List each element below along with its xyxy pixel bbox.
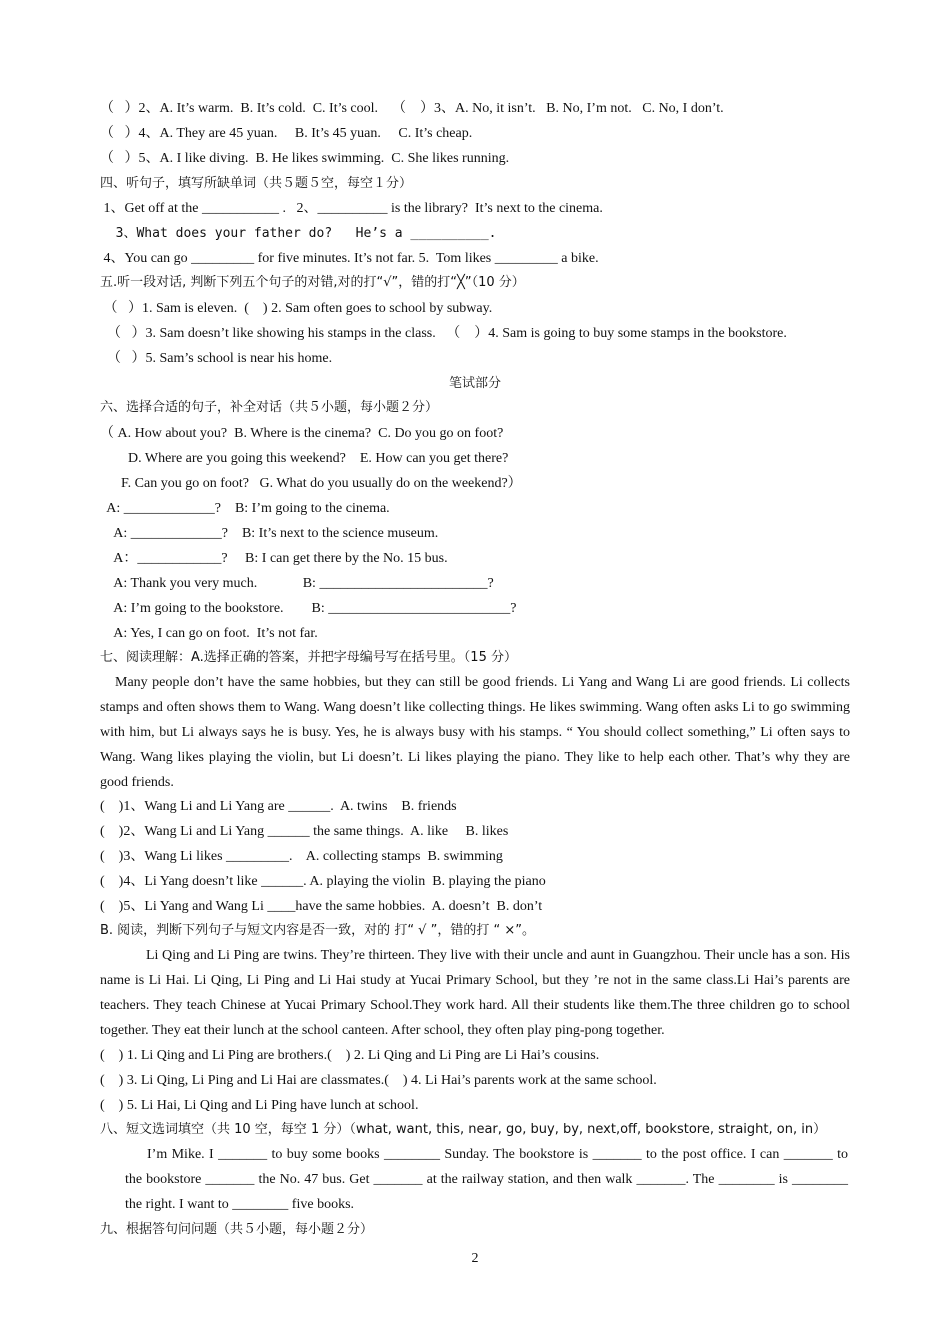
reading-a-q5: ( )5、Li Yang and Wang Li ____have the same hobbies. A. doesn’t B. don’t	[100, 899, 543, 914]
section4-line3: 4、You can go _________ for five minutes. It’s not far. 5. Tom likes _________ a bike.	[100, 251, 599, 266]
dialogue-line-3: A：____________? B: I can get there by the No. 15 bus.	[100, 551, 448, 566]
section8-heading: 八、短文选词填空（共 10 空，每空 1 分）（what, want, this, near, go, buy, by, next,off, bookstore, straight, on, in）	[100, 1122, 827, 1137]
page-number: 2	[471, 1251, 479, 1266]
dialogue-line-4: A: Thank you very much. B: ________________________?	[100, 576, 494, 591]
listening-q2-q3: （ ）2、A. It’s warm. B. It’s cold. C. It’s cool. （ ）3、A. No, it isn’t. B. No, I’m not. C. No, I don’t.	[100, 101, 724, 116]
reading-passage-b: Li Qing and Li Ping are twins. They’re thirteen. They live with their uncle and aunt in Guangzhou. Their uncle has a son. His name is Li Hai. Li Qing, Li Ping and Li Hai study at Yucai Primary School, but they ’re not in the same class.Li Hai’s parents are teachers. They teach Chinese at Yucai Primary School.They work hard. All their students like them.The three children go to school together. They eat their lunch at the school canteen. After school, they often play ping-pong together.	[100, 948, 850, 1038]
reading-b-q5: ( ) 5. Li Hai, Li Qing and Li Ping have lunch at school.	[100, 1098, 419, 1113]
listening-q5: （ ）5、A. I like diving. B. He likes swimming. C. She likes running.	[100, 151, 510, 166]
word-fill-passage: I’m Mike. I _______ to buy some books ________ Sunday. The bookstore is _______ to the post office. I can _______ to the bookstore _______ the No. 47 bus. Get _______ at the railway station, and then walk _______. The ________ is ________ the right. I want to ________ five books.	[125, 1147, 848, 1212]
section7-heading: 七、阅读理解：A.选择正确的答案，并把字母编号写在括号里。（15 分）	[100, 650, 517, 665]
reading-b-q3-q4: ( ) 3. Li Qing, Li Ping and Li Hai are classmates.( ) 4. Li Hai’s parents work at the same school.	[100, 1073, 657, 1088]
reading-passage-a: Many people don’t have the same hobbies, but they can still be good friends. Li Yang and Wang Li are good friends. Li collects stamps and often shows them to Wang. Wang doesn’t like collecting things. He likes swimming. Wang often asks Li to go swimming with him, but Li always says he is busy. Yes, he is always busy with his stamps. “ You should collect something,” Li often says to Wang. Wang likes playing the violin, but Li doesn’t. Li likes playing the piano. They like to help each other. That’s why they are good friends.	[100, 675, 850, 790]
dialogue-line-5: A: I’m going to the bookstore. B: __________________________?	[100, 601, 517, 616]
section6-heading: 六、选择合适的句子，补全对话（共５小题，每小题２分）	[100, 400, 439, 415]
reading-a-q4: ( )4、Li Yang doesn’t like ______. A. playing the violin B. playing the piano	[100, 874, 546, 889]
written-part-title: 笔试部分	[448, 376, 501, 391]
section6-options-2: D. Where are you going this weekend? E. How can you get there?	[100, 451, 509, 466]
section4-line1: 1、Get off at the ___________ . 2、__________ is the library? It’s next to the cinema.	[100, 201, 603, 216]
dialogue-line-1: A: _____________? B: I’m going to the cinema.	[100, 501, 390, 516]
reading-a-q3: ( )3、Wang Li likes _________. A. collecting stamps B. swimming	[100, 849, 503, 864]
section4-heading: 四、听句子，填写所缺单词（共５题５空，每空１分）	[100, 176, 413, 191]
dialogue-line-6: A: Yes, I can go on foot. It’s not far.	[100, 626, 318, 641]
reading-b-q1-q2: ( ) 1. Li Qing and Li Ping are brothers.( ) 2. Li Qing and Li Ping are Li Hai’s cousins.	[100, 1048, 600, 1063]
section6-options-1: （ A. How about you? B. Where is the cinema? C. Do you go on foot?	[100, 426, 504, 441]
reading-a-q1: ( )1、Wang Li and Li Yang are ______. A. twins B. friends	[100, 799, 457, 814]
section6-options-3: F. Can you go on foot? G. What do you usually do on the weekend?）	[100, 476, 522, 491]
section9-heading: 九、根据答句问问题（共５小题，每小题２分）	[100, 1222, 374, 1237]
dialogue-line-2: A: _____________? B: It’s next to the science museum.	[100, 526, 439, 541]
listening-q4: （ ）4、A. They are 45 yuan. B. It’s 45 yuan. C. It’s cheap.	[100, 126, 473, 141]
reading-b-heading: B. 阅读，判断下列句子与短文内容是否一致，对的 打“ √ ”，错的打 “ ×”。	[100, 923, 535, 938]
section5-line3: （ ）5. Sam’s school is near his home.	[100, 351, 333, 366]
reading-a-q2: ( )2、Wang Li and Li Yang ______ the same things. A. like B. likes	[100, 824, 509, 839]
section5-line2: （ ）3. Sam doesn’t like showing his stamps in the class. （ ）4. Sam is going to buy some stamps in the bookstore.	[100, 326, 787, 341]
section5-line1: （ ）1. Sam is eleven. ( ) 2. Sam often goes to school by subway.	[100, 301, 493, 316]
section4-line2: 3、What does your father do? He’s a __________.	[100, 226, 497, 241]
section5-heading: 五.听一段对话, 判断下列五个句子的对错,对的打“√”，错的打“╳”（10 分）	[100, 275, 525, 290]
